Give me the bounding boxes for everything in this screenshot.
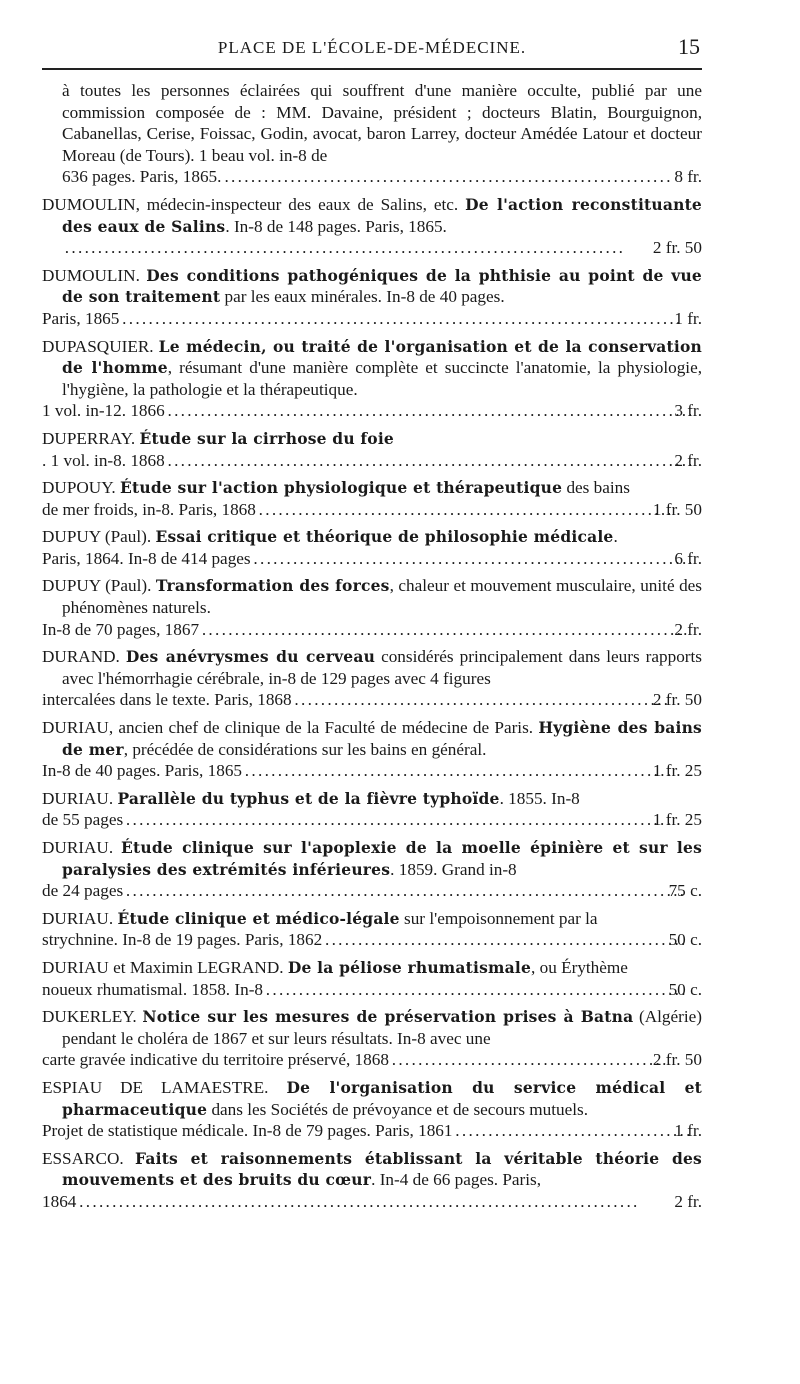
entry-title: Des conditions pathogéniques de la phthisie au point de vue de son traitement (62, 265, 702, 307)
entry-body (42, 837, 702, 880)
entry-description: , ancien chef de clinique de la Faculté de médecine de Paris. (108, 718, 539, 738)
entry-author: DURIAU et Maximin LEGRAND (42, 957, 280, 977)
entry-description: à toutes les personnes éclairées qui souffrent d'une manière occulte, publié par une commission composée de : MM. Davaine, président ; docteurs Blatin, Bourguignon, Cabanellas, Cerise, Foissac, Godin, avocat, baron Larrey, docteur Amédée Latour et docteur Moreau (de Tours). 1 beau vol. in-8 de (62, 81, 702, 165)
entry-price-line (62, 166, 702, 188)
dot-leader (259, 499, 670, 521)
entry-price: 1 fr. 25 (652, 810, 702, 830)
entry-details: considérés principalement dans leurs rapports avec l'hémorrhagie cérébrale, in-8 de 129 pages avec 4 figures (62, 647, 702, 688)
entry-author: DURIAU (42, 718, 109, 738)
entry-description: . (132, 1007, 143, 1027)
entry-price-line (42, 979, 702, 1001)
entry-title: Le médecin, ou traité de l'organisation et de la conservation de l'homme (62, 336, 703, 378)
dot-leader (392, 1049, 670, 1071)
entry-description: . (119, 1148, 135, 1168)
entry-details: , précédée de considérations sur les bains en général. (123, 739, 487, 759)
entry-price: 1 fr. (674, 1121, 702, 1141)
dot-leader (168, 450, 692, 472)
entry-price: 1 fr. 50 (652, 499, 702, 519)
catalog-entry (42, 428, 702, 471)
entry-title: De la péliose rhumatismale (287, 957, 532, 977)
entry-author: DUPASQUIER (42, 336, 150, 356)
entry-price: 2 fr. 50 (652, 238, 702, 258)
catalog-entry (42, 837, 702, 902)
entry-body (42, 1077, 703, 1120)
entry-price: 8 fr. (674, 167, 702, 187)
entry-title: Étude sur l'action physiologique et thérapeutique (120, 478, 563, 498)
entry-imprint: Projet de statistique médicale. In-8 de 79 pages. Paris, 1861 (42, 1121, 453, 1141)
entry-price-line (42, 400, 702, 422)
entry-details: , ou Érythème (531, 957, 628, 977)
dot-leader (224, 166, 671, 188)
entry-price-line (42, 1049, 702, 1071)
entry-author: ESPIAU DE LAMAESTRE (42, 1077, 265, 1097)
entry-imprint: noueux rhumatismal. 1858. In-8 (42, 979, 264, 999)
entry-description: . (108, 838, 121, 857)
entry-details: . In-4 de 66 pages. Paris, (371, 1170, 542, 1190)
entry-imprint: Paris, 1865 (42, 308, 120, 328)
entry-author: DUPUY (Paul) (42, 576, 148, 596)
entry-body (42, 195, 702, 236)
entry-title: Hygiène des bains de mer (62, 718, 702, 759)
entry-price: 75 c. (668, 881, 702, 901)
dot-leader (65, 237, 670, 259)
entry-title: Étude sur la cirrhose du foie (139, 428, 394, 448)
entry-details: . In-8 de 148 pages. Paris, 1865. (225, 216, 447, 236)
entry-details: des bains (562, 478, 630, 498)
entry-imprint: 1864 (42, 1191, 77, 1211)
entry-author: DUPERRAY (42, 428, 131, 448)
entry-price: 3 fr. (674, 401, 702, 421)
entry-body (42, 788, 702, 810)
entry-details: , résumant d'une manière complète et succincte l'anatomie, la physiologie, l'hygiène, la pathologie et la thérapeutique. (62, 358, 703, 399)
entry-title: Des anévrysmes du cerveau (125, 647, 376, 667)
dot-leader (126, 880, 685, 902)
catalog-entry (42, 717, 702, 782)
entry-price-line (42, 548, 702, 570)
entry-body (42, 336, 703, 401)
entry-description: . (135, 265, 147, 285)
entry-author: DURAND (42, 647, 116, 667)
dot-leader (254, 548, 692, 570)
entry-price: 2 fr. (674, 619, 702, 639)
entry-description: . (279, 957, 288, 977)
entry-body (42, 717, 702, 760)
catalog-entry (42, 80, 702, 188)
entry-title: Étude clinique sur l'apoplexie de la moelle épinière et sur les paralysies des extrémités inférieures (62, 838, 702, 879)
catalog-entry (42, 908, 702, 951)
entry-price: 1 fr. (674, 308, 702, 328)
dot-leader (168, 400, 692, 422)
entry-price-line (42, 1120, 702, 1142)
entry-author: DUMOULIN (42, 194, 136, 214)
catalog-entry (42, 265, 702, 330)
catalog-entry (42, 336, 702, 422)
entry-description: . (149, 336, 159, 356)
entry-description: . (115, 647, 126, 667)
entry-price-line (42, 1191, 702, 1213)
entry-author: DURIAU (42, 838, 109, 857)
entry-details: . (613, 527, 618, 547)
entry-details: dans les Sociétés de prévoyance et de secours mutuels. (207, 1099, 589, 1119)
entry-details: , chaleur et mouvement musculaire, unité des phénomènes naturels. (62, 576, 702, 618)
entry-price: 50 c. (668, 979, 702, 999)
entry-price-line (42, 689, 702, 711)
page-header (42, 34, 702, 70)
entry-title: Transformation des forces (155, 576, 390, 596)
entry-body (42, 1148, 702, 1191)
catalog-entry (42, 1077, 702, 1142)
catalog-entry (42, 788, 702, 831)
entry-body (42, 265, 702, 308)
entry-price: 1 fr. 25 (652, 761, 702, 781)
entry-description: . (111, 478, 120, 498)
entry-imprint: carte gravée indicative du territoire préservé, 1868 (42, 1050, 389, 1070)
catalog-entry (42, 646, 702, 711)
entry-price: 2 fr. (674, 1191, 702, 1211)
dot-leader (122, 308, 691, 330)
entry-title: Parallèle du typhus et de la fièvre typhoïde (117, 788, 500, 808)
entry-author: ESSARCO (42, 1148, 120, 1168)
entry-author: DUMOULIN (42, 265, 136, 285)
entry-body (42, 908, 702, 930)
entry-author: DUKERLEY (42, 1007, 133, 1027)
entry-imprint: 636 pages. Paris, 1865. (62, 167, 222, 187)
entry-title: Faits et raisonnements établissant la véritable théorie des mouvements et des bruits du cœur (62, 1148, 702, 1190)
entry-price: 2 fr. (674, 450, 702, 470)
entry-price-line (42, 450, 702, 472)
dot-leader (79, 1191, 691, 1213)
entry-author: DUPUY (Paul) (42, 527, 147, 547)
entry-price-line (42, 809, 702, 831)
entry-author: DURIAU (42, 908, 109, 928)
entry-imprint: 1 vol. in-12. 1866 (42, 401, 165, 421)
entry-price: 6 fr. (674, 548, 702, 568)
entry-body (42, 575, 702, 618)
entry-description: . (108, 788, 118, 808)
catalog-entry (42, 1148, 702, 1213)
catalog-entry (42, 526, 702, 569)
entry-price-line (42, 880, 702, 902)
dot-leader (266, 979, 686, 1001)
page-number: 15 (678, 34, 700, 59)
dot-leader (295, 689, 670, 711)
entry-author: DUPOUY (42, 478, 112, 498)
entry-title: De l'action reconstituante des eaux de Salins (62, 194, 702, 236)
entry-body (42, 1006, 702, 1049)
entry-imprint: . 1 vol. in-8. 1868 (42, 450, 165, 470)
entry-price: 2 fr. 50 (652, 690, 702, 710)
entry-price-line (42, 308, 702, 330)
catalog-entries (42, 80, 702, 1219)
dot-leader (325, 929, 685, 951)
entry-imprint: de 55 pages (42, 810, 124, 830)
entry-details: (Algérie) pendant le choléra de 1867 et sur leurs résultats. In-8 avec une (62, 1007, 702, 1048)
entry-price-line (42, 760, 702, 782)
catalog-entry (42, 575, 702, 640)
entry-price-line (42, 929, 702, 951)
entry-imprint: intercalées dans le texte. Paris, 1868 (42, 690, 292, 710)
dot-leader (126, 809, 670, 831)
entry-details: . 1855. In-8 (499, 788, 580, 808)
catalog-entry (42, 957, 702, 1000)
entry-author: DURIAU (42, 788, 109, 808)
entry-description: . (108, 908, 118, 928)
entry-body (42, 428, 702, 450)
entry-body (62, 80, 702, 166)
running-title: PLACE DE L'ÉCOLE-DE-MÉDECINE. (217, 38, 527, 57)
entry-details: . 1859. Grand in-8 (390, 859, 517, 879)
entry-description: , médecin-inspecteur des eaux de Salins, etc. (135, 194, 466, 214)
catalog-entry (42, 194, 702, 259)
entry-price: 50 c. (668, 930, 702, 950)
entry-description: . (147, 576, 156, 596)
entry-imprint: strychnine. In-8 de 19 pages. Paris, 1862 (42, 930, 323, 950)
entry-imprint: In-8 de 70 pages, 1867 (42, 619, 200, 639)
entry-title: De l'organisation du service médical et pharmaceutique (62, 1077, 703, 1119)
entry-body (42, 957, 702, 979)
entry-body (42, 646, 702, 689)
entry-price-line (42, 499, 702, 521)
entry-title: Notice sur les mesures de préservation prises à Batna (142, 1007, 634, 1027)
entry-details: par les eaux minérales. In-8 de 40 pages. (220, 287, 505, 307)
catalog-entry (42, 477, 702, 520)
entry-imprint: In-8 de 40 pages. Paris, 1865 (42, 761, 243, 781)
dot-leader (202, 619, 691, 641)
dot-leader (245, 760, 670, 782)
catalog-entry (42, 1006, 702, 1071)
entry-description: . (130, 428, 140, 448)
entry-title: Essai critique et théorique de philosophie médicale (155, 527, 614, 547)
entry-description: . (146, 527, 156, 547)
entry-imprint: de 24 pages (42, 881, 124, 901)
entry-details: sur l'empoisonnement par la (399, 908, 598, 928)
dot-leader (456, 1120, 692, 1142)
entry-title: Étude clinique et médico-légale (117, 908, 400, 928)
entry-body (42, 477, 702, 499)
entry-body (42, 526, 702, 548)
entry-price: 2 fr. 50 (652, 1050, 702, 1070)
entry-imprint: de mer froids, in-8. Paris, 1868 (42, 499, 256, 519)
entry-price-line (62, 237, 702, 259)
entry-imprint: Paris, 1864. In-8 de 414 pages (42, 548, 251, 568)
entry-description: . (264, 1077, 287, 1097)
entry-price-line (42, 619, 702, 641)
